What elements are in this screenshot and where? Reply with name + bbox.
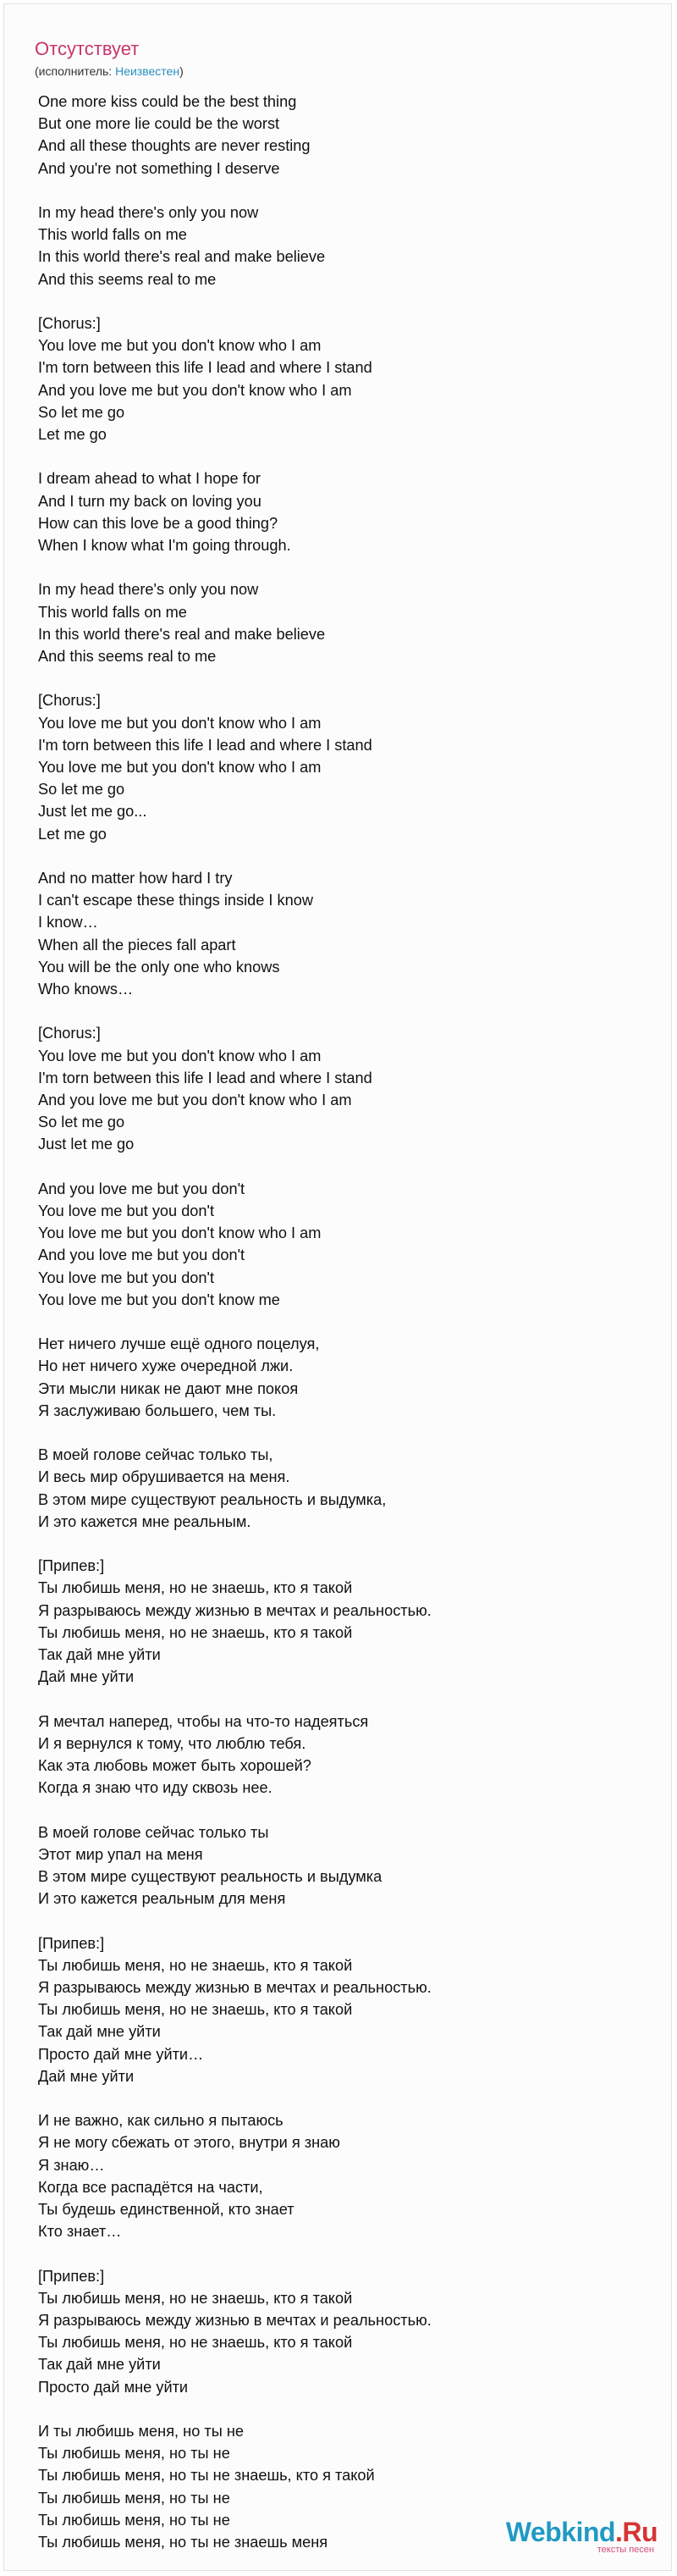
lyric-line: I'm torn between this life I lead and where I stand [38,1069,372,1086]
lyric-line: And this seems real to me [38,648,217,666]
lyric-line: Я знаю… [38,2156,105,2174]
artist-prefix: (исполнитель: [35,64,116,78]
lyrics-stanza [38,2265,630,2398]
lyric-line: Этот мир упал на меня [38,1845,203,1863]
lyric-line: I know… [38,914,98,931]
lyrics-stanza [38,1555,630,1688]
lyric-line: And this seems real to me [38,270,217,288]
lyric-line: Так дай мне уйти [38,1646,161,1664]
lyric-line: И не важно, как сильно я пытаюсь [38,2112,283,2130]
lyric-line: Ты любишь меня, но не знаешь, кто я такой [38,2334,353,2352]
lyric-line: В моей голове сейчас только ты [38,1823,269,1841]
lyrics-stanza [38,467,630,556]
lyric-line: Just let me go... [38,803,147,821]
lyric-line: One more kiss could be the best thing [38,93,297,110]
site-logo[interactable] [506,2518,658,2555]
lyric-line: Who knows… [38,981,134,998]
lyric-line: And all these thoughts are never resting [38,137,311,155]
lyric-line: You love me but you don't know who I am [38,759,322,777]
lyric-line: Просто дай мне уйти… [38,2045,204,2063]
lyric-line: Как эта любовь может быть хорошей? [38,1757,311,1775]
lyric-line: Let me go [38,825,107,843]
lyric-line: Ты любишь меня, но не знаешь, кто я такой [38,1579,353,1597]
song-header [35,38,184,79]
lyric-line: Просто дай мне уйти [38,2378,189,2396]
lyric-line: Я разрываюсь между жизнью в мечтах и реальностью. [38,2312,432,2330]
lyric-line: Я разрываюсь между жизнью в мечтах и реальностью. [38,1601,432,1619]
lyric-line: You love me but you don't know who I am [38,714,322,732]
lyrics-stanza [38,867,630,1000]
lyrics-stanza [38,1444,630,1533]
lyric-line: Когда я знаю что иду сквозь нее. [38,1779,272,1797]
lyric-line: So let me go [38,403,125,421]
lyric-line: И это кажется мне реальным. [38,1512,251,1530]
logo-tld: .Ru [614,2517,658,2547]
lyric-line: In this world there's real and make believe [38,625,326,643]
lyric-line: And no matter how hard I try [38,870,233,887]
lyric-line: You love me but you don't know me [38,1291,280,1308]
artist-link[interactable]: Неизвестен [115,64,180,78]
lyric-line: [Chorus:] [38,692,101,710]
lyric-line: Я разрываюсь между жизнью в мечтах и реальностью. [38,1979,432,1997]
lyric-line: I dream ahead to what I hope for [38,470,261,488]
lyrics-stanza [38,1932,630,2087]
lyric-line: And you love me but you don't [38,1247,245,1264]
lyric-line: Я заслуживаю большего, чем ты. [38,1401,277,1419]
artist-suffix: ) [179,64,184,78]
lyrics-stanza [38,202,630,290]
lyric-line: You love me but you don't know who I am [38,1224,322,1242]
lyric-line: And you love me but you don't know who I am [38,381,352,399]
lyric-line: And you love me but you don't [38,1180,245,1197]
lyric-line: Just let me go [38,1136,135,1153]
lyrics-stanza [38,578,630,667]
lyric-line: So let me go [38,1114,125,1131]
lyric-line: Ты будешь единственной, кто знает [38,2201,294,2219]
lyric-line: Когда все распадётся на части, [38,2178,263,2196]
logo-name: Webkind [505,2517,615,2547]
lyric-line: Let me go [38,426,107,444]
lyric-line: Ты любишь меня, но не знаешь, кто я такой [38,2001,353,2019]
lyric-line: Нет ничего лучше ещё одного поцелуя, [38,1335,320,1353]
lyric-line: You love me but you don't know who I am [38,1047,322,1064]
lyric-line: Кто знает… [38,2223,122,2241]
lyric-line: Так дай мне уйти [38,2356,161,2374]
lyrics-block [38,91,630,2575]
lyric-line: And you love me but you don't know who I am [38,1092,352,1109]
lyric-line: В моей голове сейчас только ты, [38,1446,273,1464]
lyric-line: Ты любишь меня, но ты не знаешь меня [38,2534,328,2551]
lyric-line: Ты любишь меня, но ты не [38,2489,230,2507]
lyric-line: In this world there's real and make believe [38,248,326,266]
lyric-line: Ты любишь меня, но не знаешь, кто я такой [38,1623,353,1641]
lyric-line: How can this love be a good thing? [38,514,278,532]
lyrics-stanza [38,2109,630,2242]
lyric-line: В этом мире существуют реальность и выдумка [38,1868,383,1886]
lyric-line: [Припев:] [38,1934,105,1952]
lyrics-stanza [38,312,630,445]
lyric-line: In my head there's only you now [38,581,259,599]
lyric-line: И весь мир обрушивается на меня. [38,1468,290,1486]
lyric-line: Но нет ничего хуже очередной лжи. [38,1357,294,1375]
lyric-line: И я вернулся к тому, что люблю тебя. [38,1734,306,1752]
lyric-line: [Chorus:] [38,315,101,332]
lyric-line: So let me go [38,781,125,799]
lyric-line: I'm torn between this life I lead and where I stand [38,359,372,377]
lyrics-stanza [38,1022,630,1155]
lyric-line: And you're not something I deserve [38,159,280,177]
lyric-line: Ты любишь меня, но не знаешь, кто я такой [38,2289,353,2307]
lyric-line: Так дай мне уйти [38,2023,161,2041]
lyrics-stanza [38,689,630,844]
lyric-line: И ты любишь меня, но ты не [38,2423,244,2441]
lyric-line: When I know what I'm going through. [38,537,291,555]
lyric-line: You love me but you don't [38,1202,215,1220]
page-frame [3,3,672,2571]
lyric-line: I'm torn between this life I lead and where I stand [38,736,372,754]
lyric-line: В этом мире существуют реальность и выдумка, [38,1490,387,1508]
lyrics-stanza [38,1821,630,1910]
lyric-line: Дай мне уйти [38,2067,135,2085]
lyric-line: In my head there's only you now [38,204,259,221]
lyric-line: Дай мне уйти [38,1668,135,1686]
song-title: Отсутствует [35,38,140,59]
lyrics-stanza [38,1711,630,1799]
lyric-line: Ты любишь меня, но ты не [38,2445,230,2463]
lyric-line: Я мечтал наперед, чтобы на что-то надеяться [38,1712,369,1730]
lyric-line: Ты любишь меня, но не знаешь, кто я такой [38,1956,353,1974]
lyric-line: You will be the only one who knows [38,958,280,976]
lyrics-stanza [38,91,630,180]
lyric-line: You love me but you don't [38,1269,215,1286]
lyric-line: Я не могу сбежать от этого, внутри я знаю [38,2134,340,2152]
lyric-line: [Chorus:] [38,1025,101,1042]
lyric-line: When all the pieces fall apart [38,936,236,954]
lyric-line: And I turn my back on loving you [38,492,261,510]
lyric-line: This world falls on me [38,226,187,244]
lyric-line: But one more lie could be the worst [38,115,280,133]
lyric-line: Ты любишь меня, но ты не знаешь, кто я такой [38,2467,375,2485]
lyric-line: Эти мысли никак не дают мне покоя [38,1379,299,1397]
lyric-line: This world falls on me [38,603,187,621]
lyrics-stanza [38,1333,630,1422]
lyric-line: И это кажется реальным для меня [38,1890,286,1908]
logo-wordmark [506,2518,658,2546]
lyric-line: Ты любишь меня, но ты не [38,2511,230,2529]
lyric-line: [Припев:] [38,2267,105,2285]
artist-line [35,64,184,79]
lyric-line: I can't escape these things inside I know [38,892,313,909]
lyrics-stanza [38,1178,630,1311]
lyric-line: [Припев:] [38,1557,105,1575]
logo-subtitle: тексты песен [597,2545,654,2555]
lyric-line: You love me but you don't know who I am [38,337,322,355]
